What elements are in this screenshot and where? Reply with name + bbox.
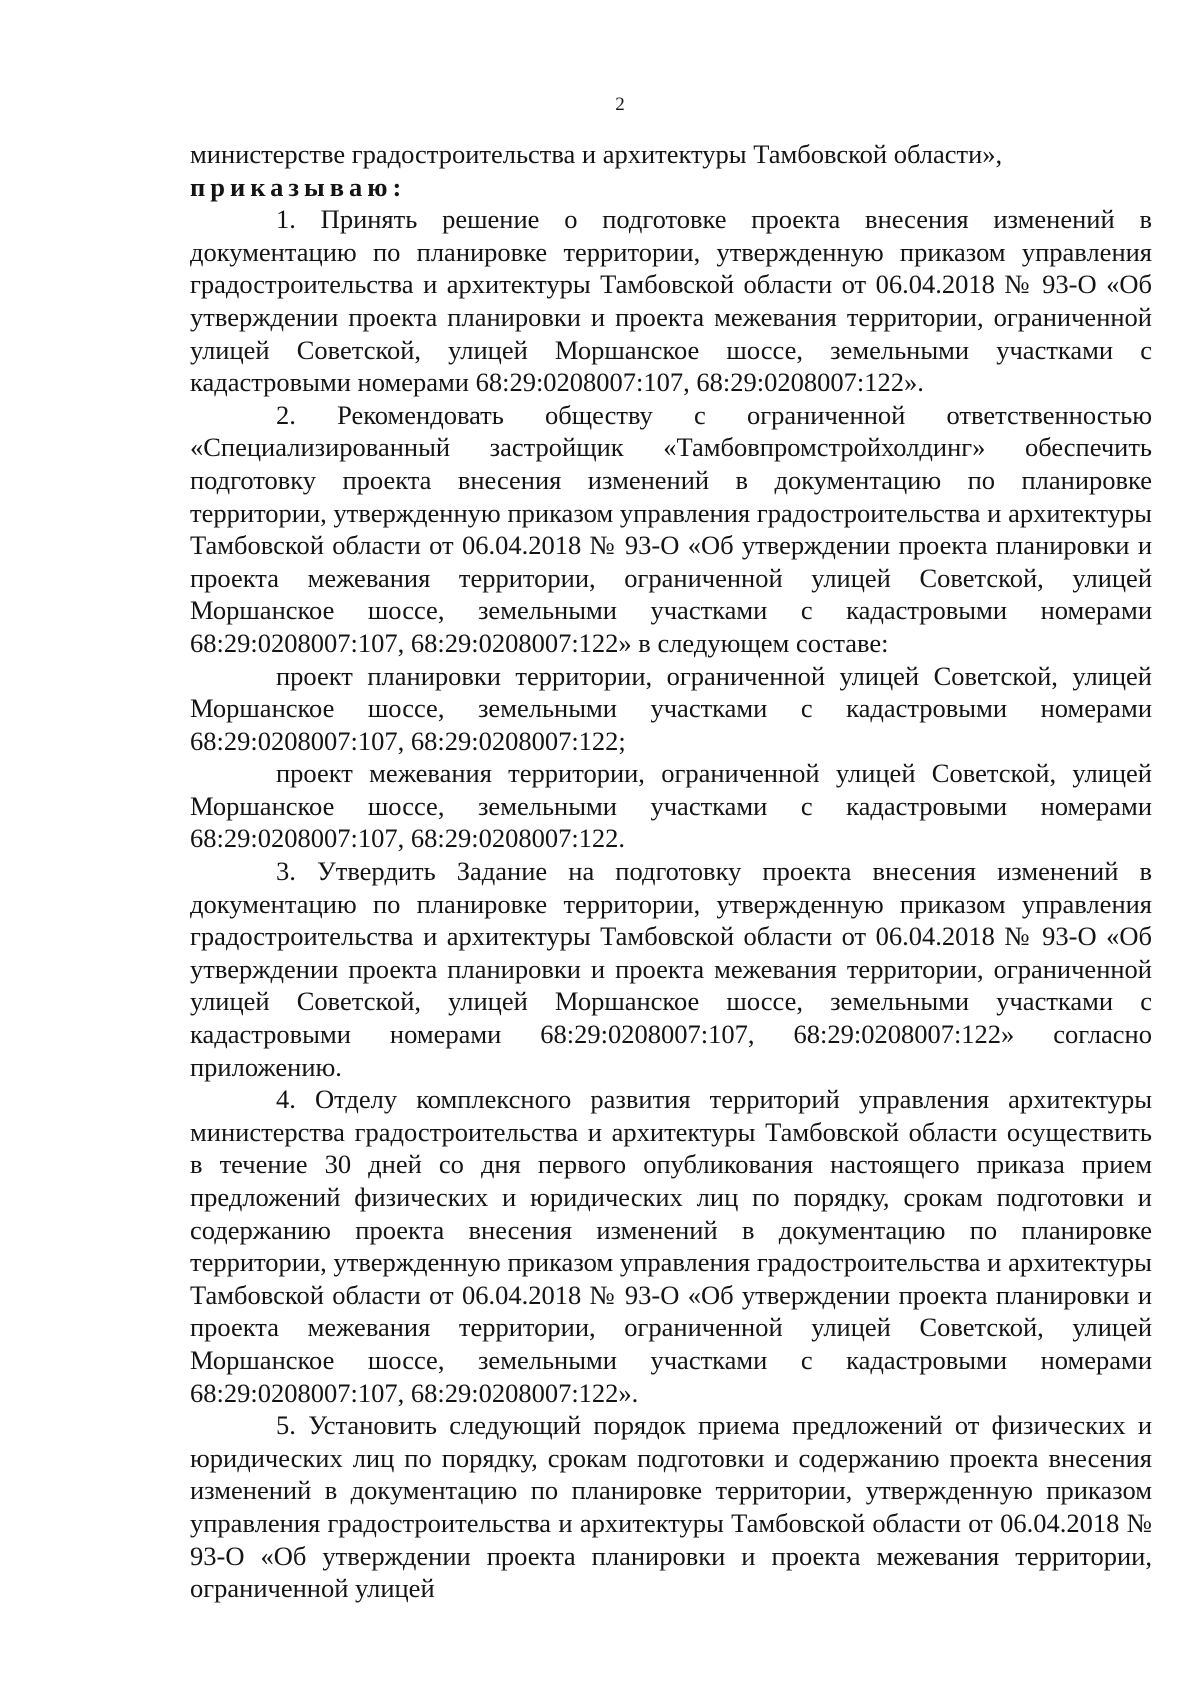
order-word: приказываю: <box>190 171 407 202</box>
paragraph-5: 5. Установить следующий порядок приема предложений от физических и юридических лиц по порядку, срокам подготовки и содержанию проекта внесения изменений в документацию по планировке территории, утвержденную приказом управления градостроительства и архитектуры Тамбовской области от 06.04.2018 № 93-О «Об утверждении проекта планировки и проекта межевания территории, ограниченной улицей <box>190 1410 1152 1604</box>
paragraph-2: 2. Рекомендовать обществу с ограниченной ответственностью «Специализированный застройщик «Тамбовпромстройхолдинг» обеспечить подготовку проекта внесения изменений в документацию по планировке территории, утвержденную приказом управления градостроительства и архитектуры Тамбовской области от 06.04.2018 № 93-О «Об утверждении проекта планировки и проекта межевания территории, ограниченной улицей Советской, улицей Моршанское шоссе, земельными участками с кадастровыми номерами 68:29:0208007:107, 68:29:0208007:122» в следующем составе: <box>190 399 1152 658</box>
paragraph-1: 1. Принять решение о подготовке проекта внесения изменений в документацию по планировке территории, утвержденную приказом управления градостроительства и архитектуры Тамбовской области от 06.04.2018 № 93-О «Об утверждении проекта планировки и проекта межевания территории, ограниченной улицей Советской, улицей Моршанское шоссе, земельными участками с кадастровыми номерами 68:29:0208007:107, 68:29:0208007:122». <box>190 204 1152 398</box>
paragraph-2-item-planning: проект планировки территории, ограниченной улицей Советской, улицей Моршанское шоссе, земельными участками с кадастровыми номерами 68:29:0208007:107, 68:29:0208007:122; <box>190 660 1152 756</box>
paragraph-4: 4. Отделу комплексного развития территорий управления архитектуры министерства градостроительства и архитектуры Тамбовской области осуществить в течение 30 дней со дня первого опубликования настоящего приказа прием предложений физических и юридических лиц по порядку, срокам подготовки и содержанию проекта внесения изменений в документацию по планировке территории, утвержденную приказом управления градостроительства и архитектуры Тамбовской области от 06.04.2018 № 93-О «Об утверждении проекта планировки и проекта межевания территории, ограниченной улицей Советской, улицей Моршанское шоссе, земельными участками с кадастровыми номерами 68:29:0208007:107, 68:29:0208007:122». <box>190 1084 1152 1408</box>
page-number: 2 <box>615 94 625 115</box>
paragraph-2-item-surveying: проект межевания территории, ограниченной улицей Советской, улицей Моршанское шоссе, земельными участками с кадастровыми номерами 68:29:0208007:107, 68:29:0208007:122. <box>190 758 1152 854</box>
document-body <box>190 138 1152 1605</box>
paragraph-3: 3. Утвердить Задание на подготовку проекта внесения изменений в документацию по планировке территории, утвержденную приказом управления градостроительства и архитектуры Тамбовской области от 06.04.2018 № 93-О «Об утверждении проекта планировки и проекта межевания территории, ограниченной улицей Советской, улицей Моршанское шоссе, земельными участками с кадастровыми номерами 68:29:0208007:107, 68:29:0208007:122» согласно приложению. <box>190 856 1152 1082</box>
intro-line: министерстве градостроительства и архитектуры Тамбовской области», <box>190 139 1003 169</box>
